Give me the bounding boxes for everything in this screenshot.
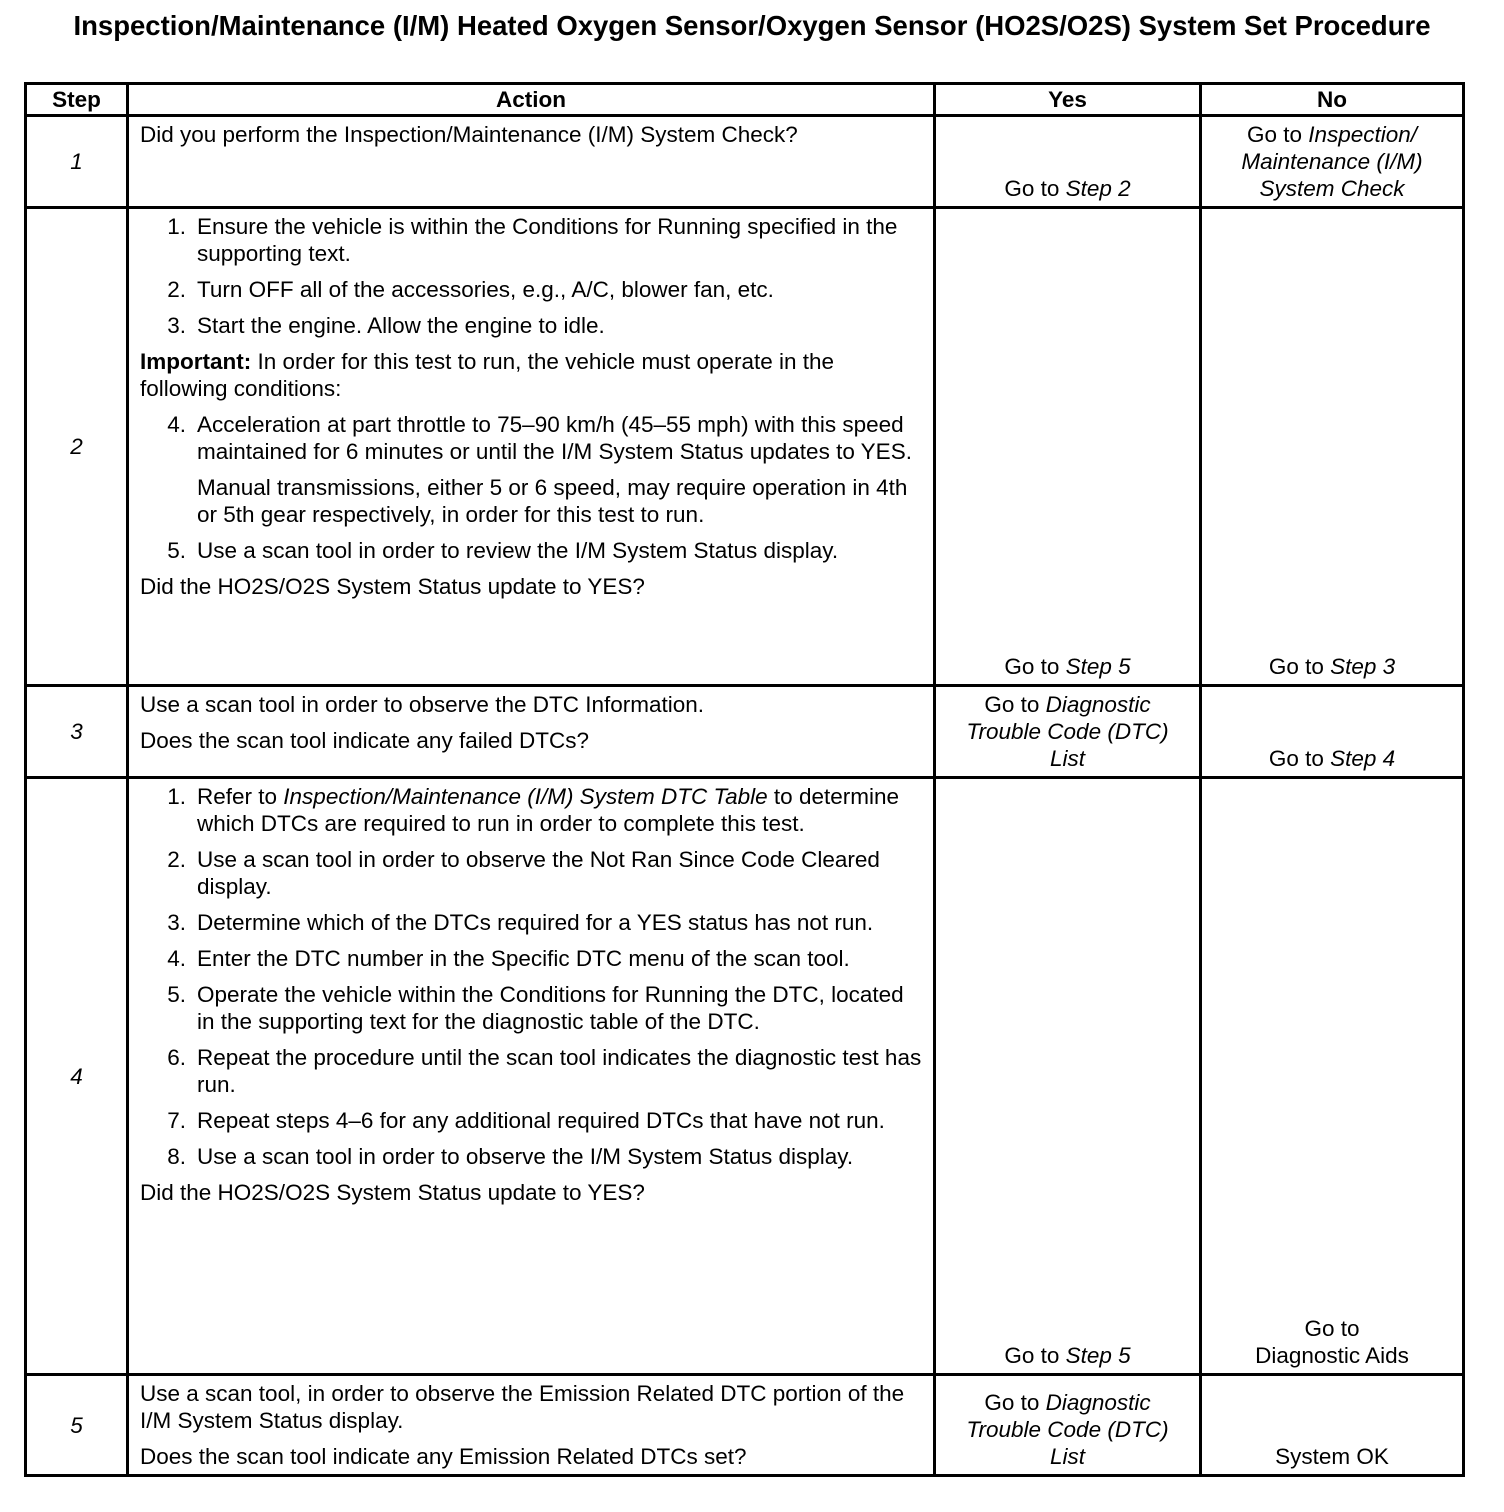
instruction-list xyxy=(140,411,925,465)
action-cell xyxy=(128,1375,935,1476)
list-item: 3. Determine which of the DTCs required for a YES status has not run. xyxy=(167,910,874,935)
no-cell xyxy=(1201,116,1464,208)
system-ok-text: System OK xyxy=(1275,1444,1389,1469)
dtc-list-link[interactable]: Diagnostic Trouble Code (DTC) List xyxy=(966,1390,1169,1469)
action-text: Use a scan tool, in order to observe the Emission Related DTC portion of the I/M System Status display. xyxy=(140,1381,905,1433)
table-row xyxy=(26,778,1464,1375)
no-cell xyxy=(1201,778,1464,1375)
system-check-link[interactable]: Inspection/ Maintenance (I/M) System Check xyxy=(1241,122,1423,201)
list-item: 8. Use a scan tool in order to observe the I/M System Status display. xyxy=(167,1144,854,1169)
action-question: Did the HO2S/O2S System Status update to YES? xyxy=(140,1180,645,1205)
step-link[interactable]: Step 3 xyxy=(1330,654,1396,679)
step-link[interactable]: Step 5 xyxy=(1065,654,1131,679)
header-yes: Yes xyxy=(935,84,1201,116)
instruction-list xyxy=(140,783,925,1170)
no-cell: Go to Step 4 xyxy=(1201,686,1464,778)
action-question: Did the HO2S/O2S System Status update to YES? xyxy=(140,574,645,599)
list-item: 4. Enter the DTC number in the Specific DTC menu of the scan tool. xyxy=(167,946,850,971)
action-question: Did you perform the Inspection/Maintenance (I/M) System Check? xyxy=(140,122,798,147)
table-row xyxy=(26,1375,1464,1476)
important-label: Important: xyxy=(140,349,252,374)
list-item: 7. Repeat steps 4–6 for any additional required DTCs that have not run. xyxy=(167,1108,885,1133)
step-link[interactable]: Step 5 xyxy=(1065,1343,1131,1368)
list-item: 3. Start the engine. Allow the engine to idle. xyxy=(167,313,605,338)
table-header-row xyxy=(26,84,1464,116)
action-cell xyxy=(128,116,935,208)
list-item: 1. Refer to Inspection/Maintenance (I/M) System DTC Table to determine which DTCs are required to run in order to complete this test. xyxy=(167,784,899,836)
yes-cell: Go to Diagnostic Trouble Code (DTC) List xyxy=(935,686,1201,778)
header-no: No xyxy=(1201,84,1464,116)
action-question: Does the scan tool indicate any Emission Related DTCs set? xyxy=(140,1444,747,1469)
action-cell xyxy=(128,686,935,778)
list-item: 2. Use a scan tool in order to observe the Not Ran Since Code Cleared display. xyxy=(167,847,880,899)
dtc-table-link[interactable]: Inspection/Maintenance (I/M) System DTC Table xyxy=(283,784,768,809)
yes-cell: Go to Step 5 xyxy=(935,778,1201,1375)
step-number: 2 xyxy=(26,208,128,686)
step-number: 4 xyxy=(26,778,128,1375)
step-number: 3 xyxy=(26,686,128,778)
page-title: Inspection/Maintenance (I/M) Heated Oxygen Sensor/Oxygen Sensor (HO2S/O2S) System Set Procedure xyxy=(73,10,1431,41)
list-item: 2. Turn OFF all of the accessories, e.g., A/C, blower fan, etc. xyxy=(167,277,774,302)
important-note: Important: In order for this test to run, the vehicle must operate in the following conditions: xyxy=(140,349,835,401)
list-item: 4. Acceleration at part throttle to 75–90 km/h (45–55 mph) with this speed maintained for 6 minutes or until the I/M System Status updates to YES. xyxy=(167,412,912,464)
no-cell: Go to Step 3 xyxy=(1201,208,1464,686)
action-cell xyxy=(128,208,935,686)
action-cell xyxy=(128,778,935,1375)
table-row xyxy=(26,116,1464,208)
instruction-list xyxy=(140,213,925,339)
list-item: 6. Repeat the procedure until the scan tool indicates the diagnostic test has run. xyxy=(167,1045,922,1097)
header-action: Action xyxy=(128,84,935,116)
action-question: Does the scan tool indicate any failed DTCs? xyxy=(140,728,589,753)
goto-text: Go to xyxy=(1246,122,1309,147)
goto-text: Go to xyxy=(1304,1316,1360,1341)
yes-cell xyxy=(935,116,1201,208)
step-number: 5 xyxy=(26,1375,128,1476)
step-number: 1 xyxy=(26,116,128,208)
table-row xyxy=(26,208,1464,686)
step-link[interactable]: Step 4 xyxy=(1330,746,1396,771)
step-link[interactable]: Step 2 xyxy=(1065,176,1131,201)
yes-cell: Go to Diagnostic Trouble Code (DTC) List xyxy=(935,1375,1201,1476)
list-item: 1. Ensure the vehicle is within the Conditions for Running specified in the supporting text. xyxy=(167,214,898,266)
manual-transmission-note: Manual transmissions, either 5 or 6 speed, may require operation in 4th or 5th gear respectively, in order for this test to run. xyxy=(197,475,908,527)
yes-cell: Go to Step 5 xyxy=(935,208,1201,686)
procedure-table xyxy=(24,82,1465,1477)
instruction-list xyxy=(140,537,925,564)
header-step: Step xyxy=(26,84,128,116)
list-item: 5. Use a scan tool in order to review the I/M System Status display. xyxy=(167,538,839,563)
action-text: Use a scan tool in order to observe the DTC Information. xyxy=(140,692,705,717)
goto-text: Go to xyxy=(1004,176,1066,201)
table-row xyxy=(26,686,1464,778)
diagnostic-aids-link[interactable]: Diagnostic Aids xyxy=(1255,1343,1409,1368)
list-item: 5. Operate the vehicle within the Conditions for Running the DTC, located in the supporting text for the diagnostic table of the DTC. xyxy=(167,982,904,1034)
no-cell xyxy=(1201,1375,1464,1476)
dtc-list-link[interactable]: Diagnostic Trouble Code (DTC) List xyxy=(966,692,1169,771)
